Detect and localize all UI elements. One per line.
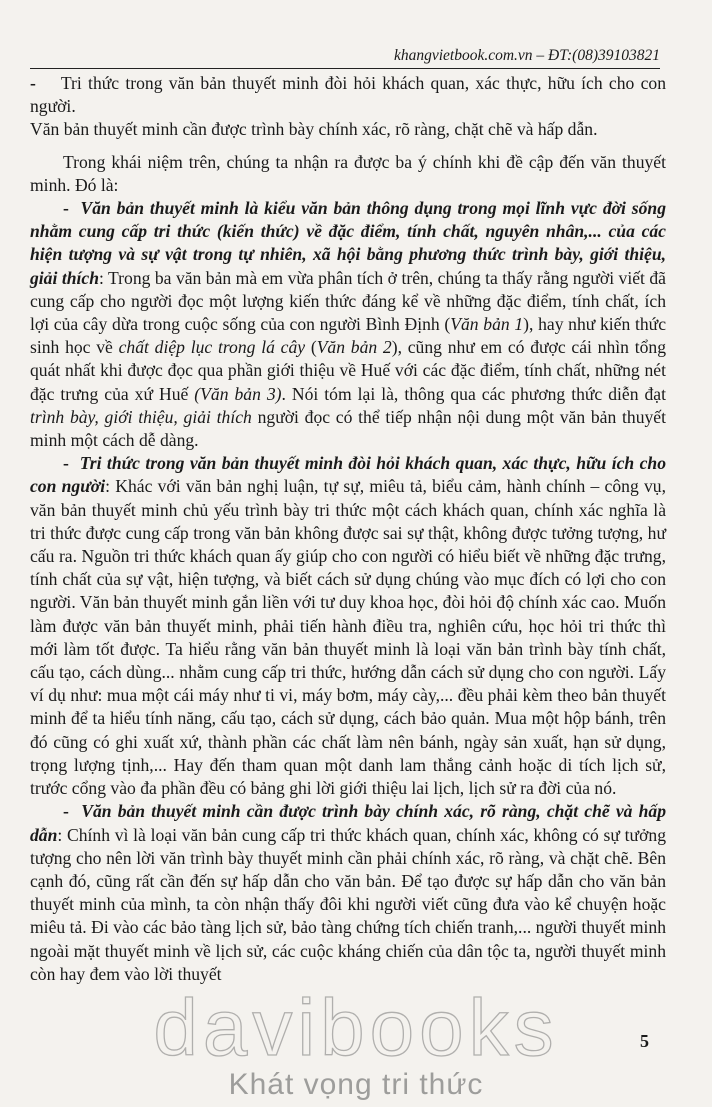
watermark-slogan: Khát vọng tri thức [228, 1068, 484, 1101]
point-1-paragraph: - Văn bản thuyết minh là kiểu văn bản thông dụng trong mọi lĩnh vực đời sống nhằm cung cấp tri thức (kiến thức) về đặc điểm, tính chất, nguyên nhân,... của các hiện tượng và sự vật trong tự nhiên, xã hội bằng phương thức trình bày, giới thiệu, giải thích: Trong ba văn bản mà em vừa phân tích ở trên, chúng ta thấy rằng người viết đã cung cấp cho người đọc một lượng kiến thức đáng kể về những đặc điểm, tính chất, ích lợi của cây dừa trong cuộc sống của con người Bình Định (Văn bản 1), hay như kiến thức sinh học về chất diệp lục trong lá cây (Văn bản 2), cũng như em có được cái nhìn tổng quát nhất khi được đọc qua phần giới thiệu về Huế với các đặc điểm, tính chất, những nét đặc trưng của xứ Huế (Văn bản 3). Nói tóm lại là, thông qua các phương thức diễn đạt trình bày, giới thiệu, giải thích người đọc có thể tiếp nhận nội dung một văn bản thuyết minh một cách dễ dàng. [30, 198, 666, 451]
point-2-heading: Tri thức trong văn bản thuyết minh đòi hỏi khách quan, xác thực, hữu ích cho con người [30, 453, 667, 497]
point-3-paragraph: - Văn bản thuyết minh cần được trình bày chính xác, rõ ràng, chặt chẽ và hấp dẫn: Chính vì là loại văn bản cung cấp tri thức khách quan, chính xác, không có sự tưởng tượng cho nên lời văn trình bày thuyết minh cần phải chính xác, rõ ràng, và chặt chẽ. Bên cạnh đó, cũng rất cần đến sự hấp dẫn cho văn bản. Để tạo được sự hấp dẫn cho văn bản thuyết minh của mình, ta còn nhận thấy đôi khi người viết cũng đưa vào kể chuyện hoặc miêu tả. Đi vào các bảo tàng lịch sử, bảo tàng chứng tích chiến tranh,... người thuyết minh ngoài mặt thuyết minh về lịch sử, các cuộc kháng chiến của dân tộc ta, người thuyết minh còn hay đem vào lời thuyết [30, 801, 667, 984]
header-rule [30, 68, 660, 69]
watermark-brand: davibooks [153, 983, 559, 1072]
page-number: 5 [640, 1031, 649, 1051]
point-2-paragraph: - Tri thức trong văn bản thuyết minh đòi hỏi khách quan, xác thực, hữu ích cho con người: Khác với văn bản nghị luận, tự sự, miêu tả, biểu cảm, hành chính – công vụ, văn bản thuyết minh chủ yếu trình bày tri thức một cách khách quan, chính xác nghĩa là tri thức được cung cấp trong văn bản không được sai sự thật, không được tưởng tượng, hư cấu ra. Nguồn tri thức khách quan ấy giúp cho con người có hiểu biết về những đặc trưng, tính chất của sự vật, hiện tượng, và biết cách sử dụng chúng vào mục đích có lợi cho con người. Văn bản thuyết minh gắn liền với tư duy khoa học, đòi hỏi độ chính xác cao. Muốn làm được văn bản thuyết minh, phải tiến hành điều tra, nghiên cứu, học hỏi tri thức thì mới làm tốt được. Ta hiểu rằng văn bản thuyết minh là loại văn bản trình bày tính chất, cấu tạo, cách dùng... nhằm cung cấp tri thức, hướng dẫn cách sử dụng cho con người. Lấy ví dụ như: mua một cái máy như ti vi, máy bơm, máy cày,... đều phải kèm theo bản thuyết minh để ta hiểu tính năng, cấu tạo, cách sử dụng, cách bảo quản. Mua một hộp bánh, trên đó cũng có ghi xuất xứ, thành phần các chất làm nên bánh, ngày sản xuất, hạn sử dụng, trọng lượng tịnh,... Hay đến tham quan một danh lam thắng cảnh hoặc di tích lịch sử, trước cổng vào đa phần đều có bảng ghi lời giới thiệu lai lịch, lịch sử ra đời của nó. [30, 453, 667, 799]
lead-paragraph: Trong khái niệm trên, chúng ta nhận ra được ba ý chính khi đề cập đến văn thuyết minh. Đó là: [30, 151, 666, 195]
intro-item-3: - Tri thức trong văn bản thuyết minh đòi hỏi khách quan, xác thực, hữu ích cho con người. [30, 73, 666, 117]
point-3-heading: Văn bản thuyết minh cần được trình bày chính xác, rõ ràng, chặt chẽ và hấp dẫn [30, 801, 667, 845]
page-header: khangvietbook.com.vn – ĐT:(08)39103821 [393, 47, 660, 64]
point-1-heading: Văn bản thuyết minh là kiểu văn bản thông dụng trong mọi lĩnh vực đời sống nhằm cung cấp tri thức (kiến thức) về đặc điểm, tính chất, nguyên nhân,... của các hiện tượng và sự vật trong tự nhiên, xã hội bằng phương thức trình bày, giới thiệu, giải thích [30, 198, 666, 288]
intro-item-4: Văn bản thuyết minh cần được trình bày chính xác, rõ ràng, chặt chẽ và hấp dẫn. [30, 119, 598, 140]
page-body [30, 72, 666, 986]
